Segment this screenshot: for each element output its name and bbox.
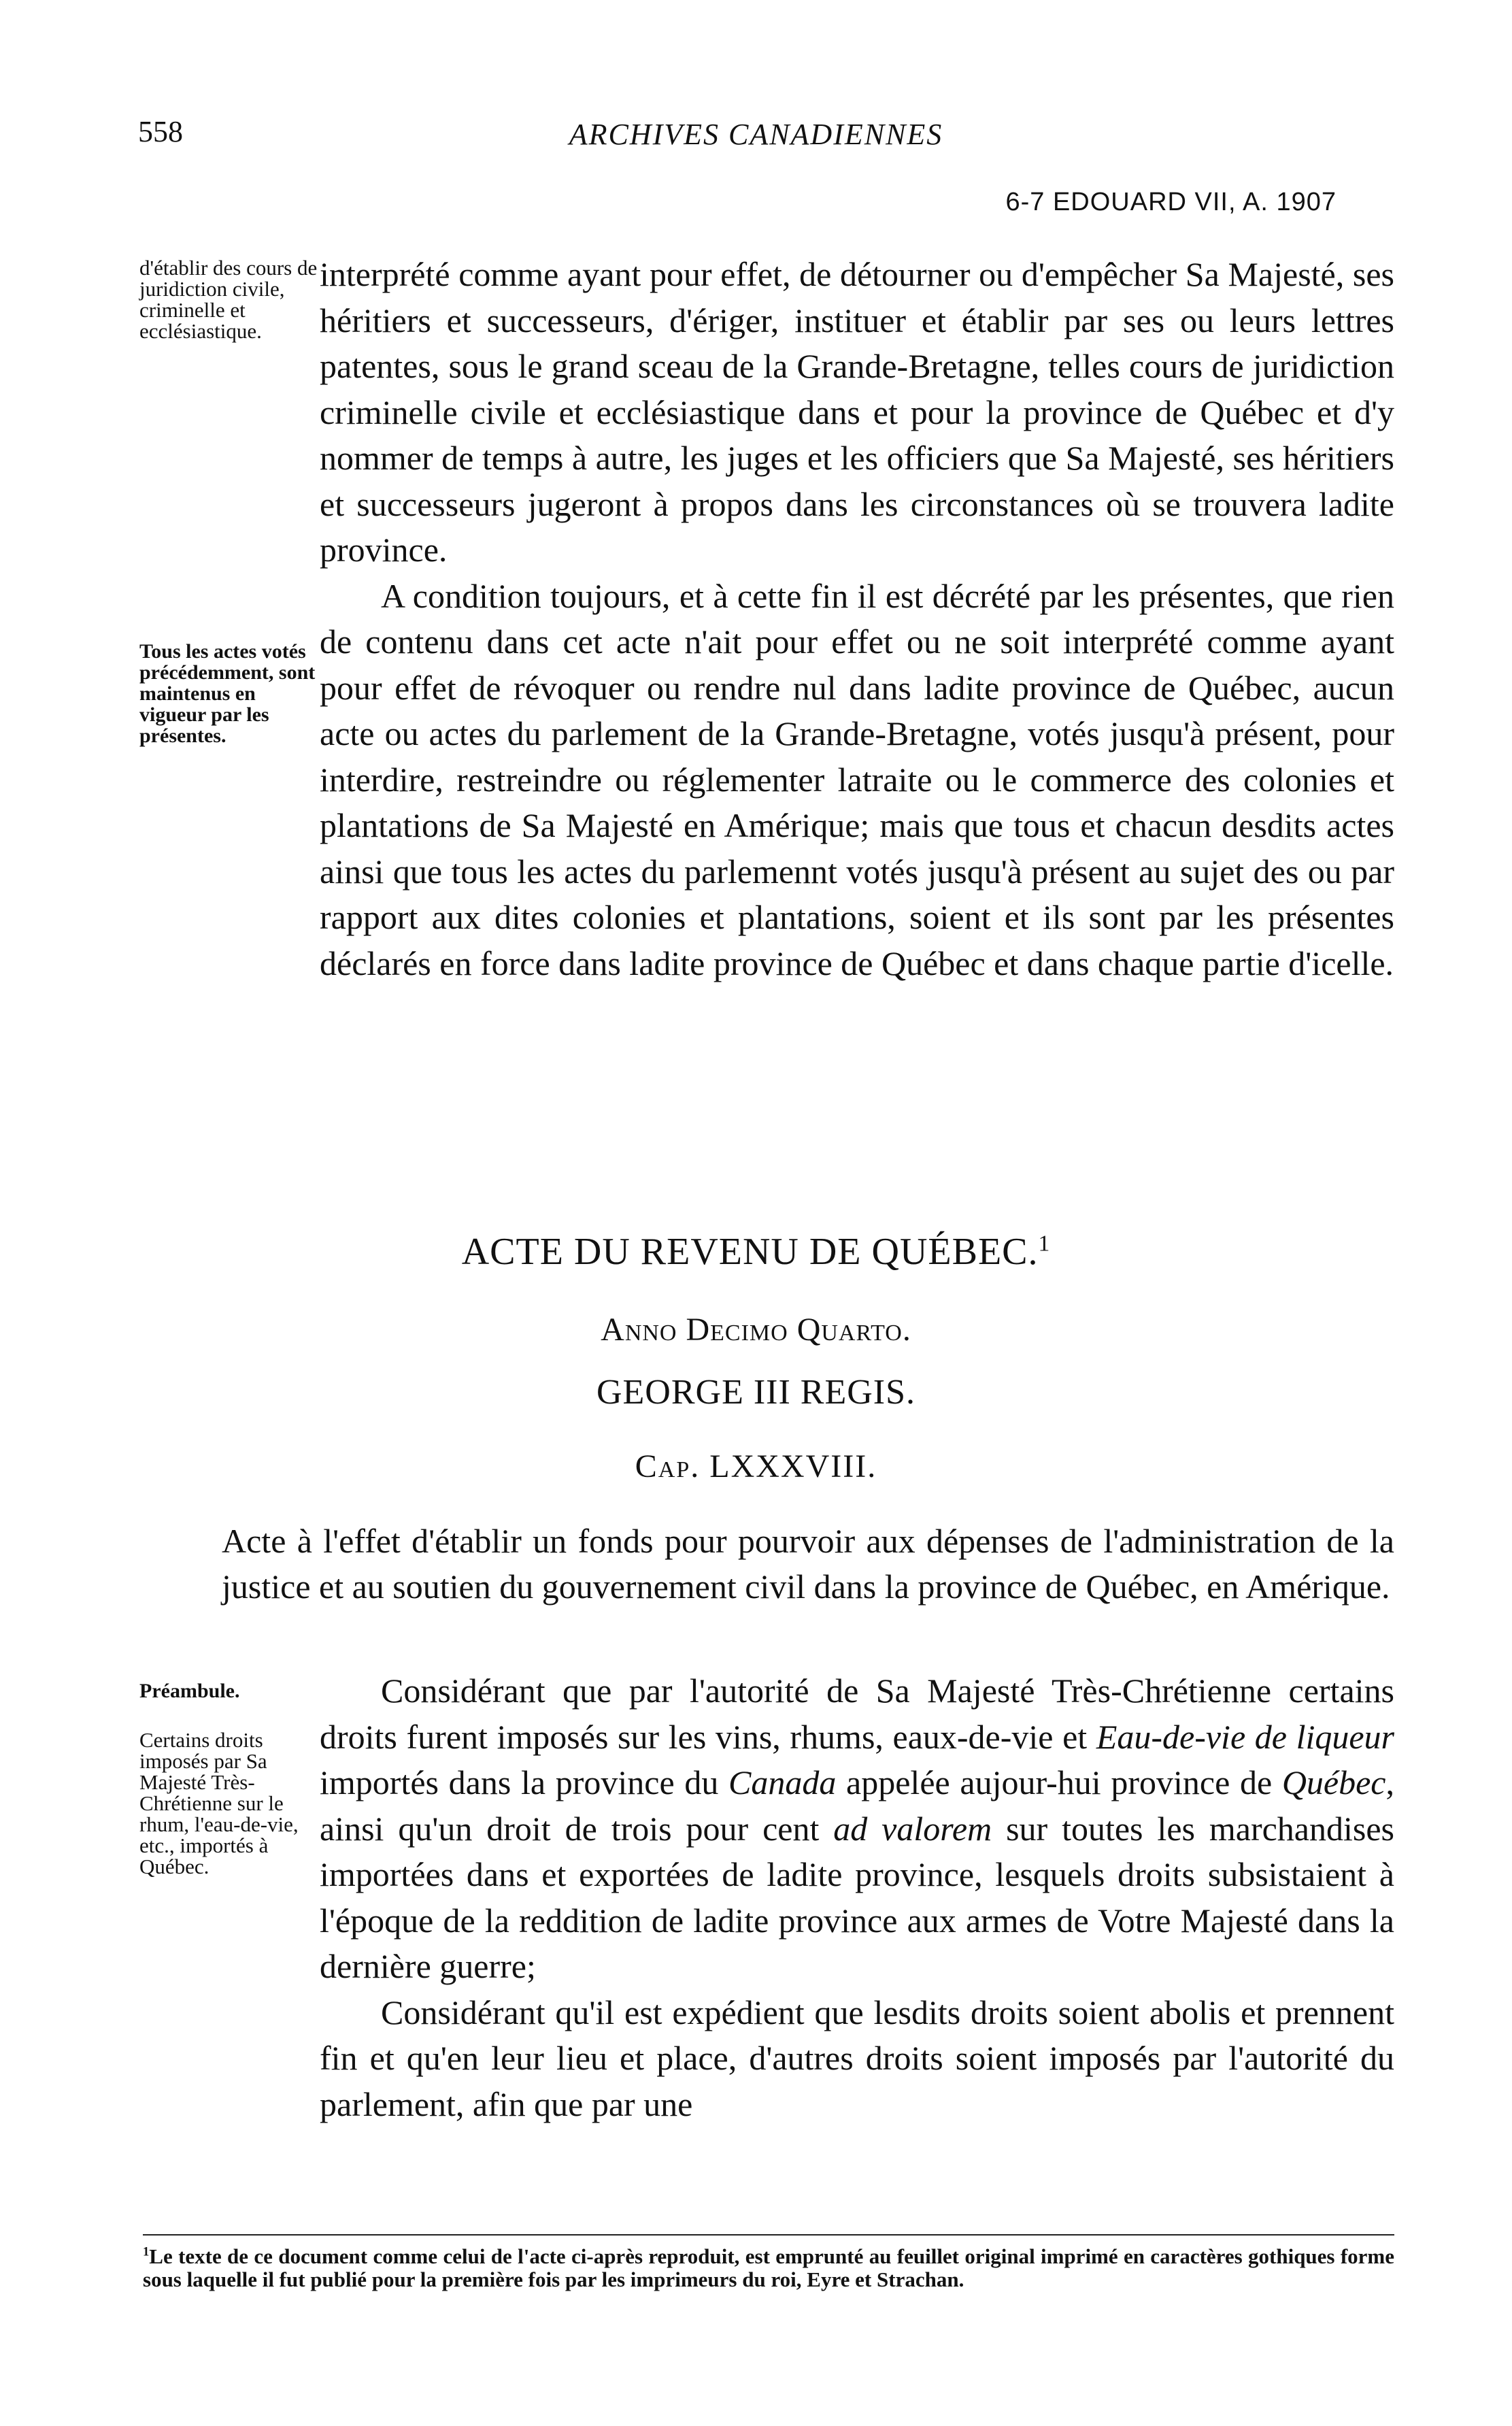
margin-note-acts-maintained: Tous les actes votés précédemment, sont maintenus en vigueur par les présentes. (139, 640, 316, 747)
para3-text-c: appelée aujour-hui province de (836, 1763, 1282, 1801)
para3-text-b: importés dans la province du (320, 1763, 729, 1801)
body-section-1 (320, 252, 1394, 986)
body-section-2 (320, 1668, 1394, 2127)
running-title: ARCHIVES CANADIENNES (569, 118, 943, 151)
footnote-divider (143, 2234, 1394, 2236)
para3-italic-3: Québec (1281, 1763, 1386, 1801)
para3-text-a: Considérant que par l'autorité de Sa Majesté Très-Chrétienne certains droits furent imposés sur les vins, rhums, eaux-de-vie et (320, 1672, 1394, 1756)
footnote-number: 1 (143, 2244, 150, 2259)
para3-text-d: , ainsi qu'un droit de trois pour cent (320, 1763, 1394, 1848)
paragraph-4: Considérant qu'il est expédient que lesdits droits soient abolis et prennent fin et qu'en leur lieu et place, d'autres droits soient imposés par l'autorité du parlement, afin que par une (320, 1993, 1394, 2123)
footnote-text: Le texte de ce document comme celui de l'acte ci-après reproduit, est emprunté au feuillet original imprimé en caractères gothiques forme sous laquelle il fut publié pour la première fois par les imprimeurs du roi, Eyre et Strachan. (143, 2244, 1394, 2291)
page-number: 558 (138, 115, 183, 148)
paragraph-2: A condition toujours, et à cette fin il est décrété par les présentes, que rien de contenu dans cet acte n'ait pour effet ou ne soit interprété comme ayant pour effet de révoquer ou rendre nul dans ladite province de Québec, aucun acte ou actes du parlement de la Grande-Bretagne, votés jusqu'à présent, pour interdire, restreindre ou réglementer latraite ou le commerce des colonies et plantations de Sa Majesté en Amérique; mais que tous et chacun desdits actes ainsi que tous les actes du parlemennt votés jusqu'à présent au sujet des ou par rapport aux dites colonies et plantations, soient et ils sont par les présentes déclarés en force dans ladite province de Québec et dans chaque partie d'icelle. (320, 576, 1394, 982)
act-regis: GEORGE III REGIS. (596, 1373, 916, 1412)
para3-text-e: sur toutes les marchandises importées dans et exportées de ladite province, lesquels droits subsistaient à l'époque de la reddition de ladite province aux armes de Votre Majesté dans la dernière guerre; (320, 1809, 1394, 1985)
act-intro (222, 1518, 1394, 1610)
act-chapter: Cap. LXXXVIII. (635, 1448, 877, 1484)
footnote (143, 2245, 1394, 2291)
footnote-marker: 1 (1038, 1231, 1051, 1257)
para3-italic-4: ad valorem (833, 1809, 992, 1848)
act-title (0, 1230, 1512, 1274)
para3-italic-1: Eau-de-vie de liqueur (1096, 1717, 1395, 1756)
act-title-text: ACTE DU REVENU DE QUÉBEC. (461, 1231, 1039, 1273)
margin-note-duties: Certains droits imposés par Sa Majesté Très-Chrétienne sur le rhum, l'eau-de-vie, etc., importés à Québec. (139, 1728, 299, 1878)
edition-line: 6-7 EDOUARD VII, A. 1907 (1005, 188, 1337, 216)
margin-note-preamble: Préambule. (139, 1680, 240, 1702)
para3-italic-2: Canada (728, 1763, 837, 1801)
margin-note-courts: d'établir des cours de juridiction civile, criminelle et ecclésiastique. (139, 256, 318, 343)
act-intro-text: Acte à l'effet d'établir un fonds pour pourvoir aux dépenses de l'administration de la justice et au soutien du gouvernement civil dans la province de Québec, en Amérique. (222, 1522, 1394, 1606)
paragraph-3 (320, 1668, 1394, 1990)
act-anno: Anno Decimo Quarto. (601, 1312, 911, 1348)
paragraph-1: interprété comme ayant pour effet, de détourner ou d'empêcher Sa Majesté, ses héritiers et successeurs, d'ériger, instituer et établir par ses ou leurs lettres patentes, sous le grand sceau de la Grande-Bretagne, telles cours de juridiction criminelle civile et ecclésiastique dans et pour la province de Québec et d'y nommer de temps à autre, les juges et les officiers que Sa Majesté, ses héritiers et successeurs jugeront à propos dans les circonstances où se trouvera ladite province. (320, 255, 1394, 569)
